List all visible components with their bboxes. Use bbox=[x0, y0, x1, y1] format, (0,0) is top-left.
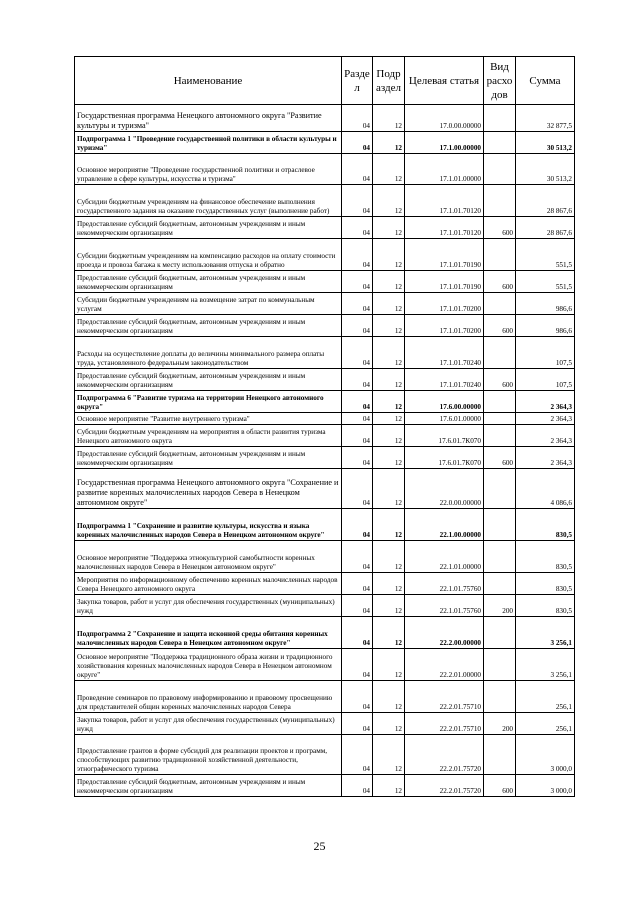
row-sum: 3 256,1 bbox=[516, 649, 575, 681]
row-podrazdel: 12 bbox=[373, 217, 405, 239]
row-podrazdel: 12 bbox=[373, 649, 405, 681]
table-body bbox=[75, 105, 575, 797]
row-name: Расходы на осуществление доплаты до величины минимального размера оплаты труда, установленного федеральным законодательством bbox=[75, 337, 342, 369]
row-sum: 3 000,0 bbox=[516, 775, 575, 797]
row-vid bbox=[484, 425, 516, 447]
row-sum: 986,6 bbox=[516, 293, 575, 315]
row-sum: 30 513,2 bbox=[516, 132, 575, 154]
table-row bbox=[75, 239, 575, 271]
row-name: Основное мероприятие "Поддержка этнокультурной самобытности коренных малочисленных народов Севера в Ненецком автономном округе" bbox=[75, 541, 342, 573]
row-sum: 551,5 bbox=[516, 239, 575, 271]
row-podrazdel: 12 bbox=[373, 105, 405, 132]
row-name: Субсидии бюджетным учреждениям на финансовое обеспечение выполнения государственного задания на оказание государственных услуг (выполнение работ) bbox=[75, 185, 342, 217]
row-vid bbox=[484, 105, 516, 132]
table-row bbox=[75, 735, 575, 775]
row-podrazdel: 12 bbox=[373, 573, 405, 595]
row-vid bbox=[484, 681, 516, 713]
row-name: Основное мероприятие "Проведение государственной политики и отраслевое управление в сфере культуры, искусства и туризма" bbox=[75, 154, 342, 185]
row-target: 17.6.00.00000 bbox=[405, 391, 484, 413]
table-row bbox=[75, 509, 575, 541]
row-sum: 2 364,3 bbox=[516, 425, 575, 447]
row-vid bbox=[484, 154, 516, 185]
row-podrazdel: 12 bbox=[373, 735, 405, 775]
row-razdel: 04 bbox=[342, 337, 373, 369]
page-number: 25 bbox=[313, 839, 326, 853]
table-row bbox=[75, 293, 575, 315]
row-podrazdel: 12 bbox=[373, 469, 405, 509]
row-vid: 600 bbox=[484, 775, 516, 797]
row-target: 17.1.01.70240 bbox=[405, 337, 484, 369]
row-sum: 2 364,3 bbox=[516, 413, 575, 425]
row-podrazdel: 12 bbox=[373, 132, 405, 154]
row-name: Подпрограмма 2 "Сохранение и защита исконной среды обитания коренных малочисленных народов Севера в Ненецком автономном округе" bbox=[75, 617, 342, 649]
row-name: Основное мероприятие "Поддержка традиционного образа жизни и традиционного хозяйствования коренных малочисленных народов Севера в Ненецком автономном округе" bbox=[75, 649, 342, 681]
row-target: 17.1.01.70120 bbox=[405, 217, 484, 239]
row-razdel: 04 bbox=[342, 775, 373, 797]
table-row bbox=[75, 573, 575, 595]
row-vid: 200 bbox=[484, 713, 516, 735]
table-row bbox=[75, 271, 575, 293]
table-row bbox=[75, 713, 575, 735]
row-podrazdel: 12 bbox=[373, 541, 405, 573]
row-target: 17.6.01.7К070 bbox=[405, 425, 484, 447]
row-target: 17.0.00.00000 bbox=[405, 105, 484, 132]
row-name: Предоставление грантов в форме субсидий для реализации проектов и программ, способствующих развитию традиционной хозяйственной деятельности, этнографического туризма bbox=[75, 735, 342, 775]
row-podrazdel: 12 bbox=[373, 425, 405, 447]
row-target: 22.2.01.00000 bbox=[405, 649, 484, 681]
table-row bbox=[75, 425, 575, 447]
row-target: 22.2.01.75720 bbox=[405, 775, 484, 797]
row-sum: 4 086,6 bbox=[516, 469, 575, 509]
row-razdel: 04 bbox=[342, 391, 373, 413]
row-vid bbox=[484, 617, 516, 649]
row-target: 22.2.01.75710 bbox=[405, 681, 484, 713]
header-target: Целевая статья bbox=[405, 57, 484, 105]
row-podrazdel: 12 bbox=[373, 413, 405, 425]
row-podrazdel: 12 bbox=[373, 315, 405, 337]
row-podrazdel: 12 bbox=[373, 617, 405, 649]
row-podrazdel: 12 bbox=[373, 391, 405, 413]
row-vid bbox=[484, 541, 516, 573]
row-vid bbox=[484, 649, 516, 681]
row-vid bbox=[484, 573, 516, 595]
row-podrazdel: 12 bbox=[373, 293, 405, 315]
row-sum: 30 513,2 bbox=[516, 154, 575, 185]
table-row bbox=[75, 185, 575, 217]
table-header-row bbox=[75, 57, 575, 105]
row-vid bbox=[484, 132, 516, 154]
table-row bbox=[75, 649, 575, 681]
row-target: 17.1.01.70190 bbox=[405, 271, 484, 293]
row-razdel: 04 bbox=[342, 239, 373, 271]
row-podrazdel: 12 bbox=[373, 185, 405, 217]
table-row bbox=[75, 617, 575, 649]
row-razdel: 04 bbox=[342, 541, 373, 573]
row-vid bbox=[484, 391, 516, 413]
row-podrazdel: 12 bbox=[373, 713, 405, 735]
row-razdel: 04 bbox=[342, 509, 373, 541]
row-target: 17.1.01.70200 bbox=[405, 315, 484, 337]
row-target: 17.6.01.00000 bbox=[405, 413, 484, 425]
budget-table bbox=[74, 56, 575, 797]
table-row bbox=[75, 469, 575, 509]
row-razdel: 04 bbox=[342, 132, 373, 154]
row-name: Мероприятия по информационному обеспечению коренных малочисленных народов Севера Ненецкого автономного округа bbox=[75, 573, 342, 595]
row-vid: 600 bbox=[484, 271, 516, 293]
row-razdel: 04 bbox=[342, 217, 373, 239]
table-row bbox=[75, 315, 575, 337]
row-razdel: 04 bbox=[342, 649, 373, 681]
row-target: 17.1.01.70190 bbox=[405, 239, 484, 271]
table-row bbox=[75, 775, 575, 797]
table-row bbox=[75, 391, 575, 413]
table-row bbox=[75, 447, 575, 469]
row-vid: 200 bbox=[484, 595, 516, 617]
row-vid: 600 bbox=[484, 217, 516, 239]
row-sum: 3 000,0 bbox=[516, 735, 575, 775]
row-razdel: 04 bbox=[342, 105, 373, 132]
row-name: Предоставление субсидий бюджетным, автономным учреждениям и иным некоммерческим организациям bbox=[75, 775, 342, 797]
row-target: 17.1.01.70240 bbox=[405, 369, 484, 391]
row-name: Государственная программа Ненецкого автономного округа "Сохранение и развитие коренных малочисленных народов Севера в Ненецком автономном округе" bbox=[75, 469, 342, 509]
row-podrazdel: 12 bbox=[373, 239, 405, 271]
row-sum: 28 867,6 bbox=[516, 217, 575, 239]
row-target: 22.2.01.75710 bbox=[405, 713, 484, 735]
row-podrazdel: 12 bbox=[373, 681, 405, 713]
table-row bbox=[75, 154, 575, 185]
row-name: Предоставление субсидий бюджетным, автономным учреждениям и иным некоммерческим организациям bbox=[75, 217, 342, 239]
table-row bbox=[75, 369, 575, 391]
row-sum: 256,1 bbox=[516, 681, 575, 713]
table-row bbox=[75, 105, 575, 132]
row-sum: 830,5 bbox=[516, 509, 575, 541]
row-razdel: 04 bbox=[342, 369, 373, 391]
row-name: Субсидии бюджетным учреждениям на мероприятия в области развития туризма Ненецкого автономного округа bbox=[75, 425, 342, 447]
row-sum: 2 364,3 bbox=[516, 391, 575, 413]
row-razdel: 04 bbox=[342, 293, 373, 315]
row-target: 22.2.01.75720 bbox=[405, 735, 484, 775]
row-podrazdel: 12 bbox=[373, 337, 405, 369]
header-vid: Вид расхо дов bbox=[484, 57, 516, 105]
header-podrazdel: Подр аздел bbox=[373, 57, 405, 105]
row-name: Закупка товаров, работ и услуг для обеспечения государственных (муниципальных) нужд bbox=[75, 595, 342, 617]
row-razdel: 04 bbox=[342, 713, 373, 735]
row-name: Подпрограмма 1 "Сохранение и развитие культуры, искусства и языка коренных малочисленных народов Севера в Ненецком автономном округе" bbox=[75, 509, 342, 541]
row-podrazdel: 12 bbox=[373, 369, 405, 391]
row-razdel: 04 bbox=[342, 469, 373, 509]
row-razdel: 04 bbox=[342, 413, 373, 425]
header-sum: Сумма bbox=[516, 57, 575, 105]
row-sum: 830,5 bbox=[516, 573, 575, 595]
row-name: Государственная программа Ненецкого автономного округа "Развитие культуры и туризма" bbox=[75, 105, 342, 132]
row-razdel: 04 bbox=[342, 595, 373, 617]
row-sum: 256,1 bbox=[516, 713, 575, 735]
row-target: 22.1.01.00000 bbox=[405, 541, 484, 573]
row-target: 17.1.01.00000 bbox=[405, 154, 484, 185]
row-vid: 600 bbox=[484, 369, 516, 391]
row-sum: 28 867,6 bbox=[516, 185, 575, 217]
row-vid: 600 bbox=[484, 315, 516, 337]
row-target: 22.2.00.00000 bbox=[405, 617, 484, 649]
row-sum: 3 256,1 bbox=[516, 617, 575, 649]
row-podrazdel: 12 bbox=[373, 775, 405, 797]
row-sum: 107,5 bbox=[516, 337, 575, 369]
row-podrazdel: 12 bbox=[373, 595, 405, 617]
row-podrazdel: 12 bbox=[373, 509, 405, 541]
row-razdel: 04 bbox=[342, 735, 373, 775]
row-name: Подпрограмма 1 "Проведение государственной политики в области культуры и туризма" bbox=[75, 132, 342, 154]
row-vid bbox=[484, 413, 516, 425]
row-name: Основное мероприятие "Развитие внутреннего туризма" bbox=[75, 413, 342, 425]
row-name: Субсидии бюджетным учреждениям на возмещение затрат по коммунальным услугам bbox=[75, 293, 342, 315]
row-target: 17.1.01.70120 bbox=[405, 185, 484, 217]
row-razdel: 04 bbox=[342, 271, 373, 293]
row-podrazdel: 12 bbox=[373, 447, 405, 469]
row-target: 22.1.01.75760 bbox=[405, 595, 484, 617]
row-target: 17.1.01.70200 bbox=[405, 293, 484, 315]
row-name: Проведение семинаров по правовому информированию и правовому просвещению для представителей общин коренных малочисленных народов Севера bbox=[75, 681, 342, 713]
row-vid bbox=[484, 337, 516, 369]
row-target: 22.1.00.00000 bbox=[405, 509, 484, 541]
header-name: Наименование bbox=[75, 57, 342, 105]
row-name: Закупка товаров, работ и услуг для обеспечения государственных (муниципальных) нужд bbox=[75, 713, 342, 735]
table-row bbox=[75, 337, 575, 369]
row-razdel: 04 bbox=[342, 425, 373, 447]
row-sum: 830,5 bbox=[516, 541, 575, 573]
row-sum: 986,6 bbox=[516, 315, 575, 337]
table-row bbox=[75, 217, 575, 239]
row-name: Предоставление субсидий бюджетным, автономным учреждениям и иным некоммерческим организациям bbox=[75, 447, 342, 469]
row-name: Подпрограмма 6 "Развитие туризма на территории Ненецкого автономного округа" bbox=[75, 391, 342, 413]
table-row bbox=[75, 132, 575, 154]
row-sum: 32 877,5 bbox=[516, 105, 575, 132]
table-row bbox=[75, 681, 575, 713]
row-name: Предоставление субсидий бюджетным, автономным учреждениям и иным некоммерческим организациям bbox=[75, 369, 342, 391]
row-vid: 600 bbox=[484, 447, 516, 469]
row-vid bbox=[484, 469, 516, 509]
row-target: 22.0.00.00000 bbox=[405, 469, 484, 509]
row-sum: 830,5 bbox=[516, 595, 575, 617]
row-sum: 2 364,3 bbox=[516, 447, 575, 469]
row-razdel: 04 bbox=[342, 573, 373, 595]
row-vid bbox=[484, 293, 516, 315]
row-target: 17.1.00.00000 bbox=[405, 132, 484, 154]
row-razdel: 04 bbox=[342, 447, 373, 469]
table-row bbox=[75, 413, 575, 425]
row-target: 17.6.01.7К070 bbox=[405, 447, 484, 469]
row-name: Предоставление субсидий бюджетным, автономным учреждениям и иным некоммерческим организациям bbox=[75, 315, 342, 337]
row-target: 22.1.01.75760 bbox=[405, 573, 484, 595]
table-row bbox=[75, 541, 575, 573]
row-podrazdel: 12 bbox=[373, 271, 405, 293]
row-name: Субсидии бюджетным учреждениям на компенсацию расходов на оплату стоимости проезда и провоза багажа к месту использования отпуска и обратно bbox=[75, 239, 342, 271]
header-razdel: Разде л bbox=[342, 57, 373, 105]
row-podrazdel: 12 bbox=[373, 154, 405, 185]
row-sum: 107,5 bbox=[516, 369, 575, 391]
row-name: Предоставление субсидий бюджетным, автономным учреждениям и иным некоммерческим организациям bbox=[75, 271, 342, 293]
row-razdel: 04 bbox=[342, 681, 373, 713]
row-razdel: 04 bbox=[342, 315, 373, 337]
row-razdel: 04 bbox=[342, 185, 373, 217]
table-row bbox=[75, 595, 575, 617]
row-vid bbox=[484, 735, 516, 775]
row-vid bbox=[484, 185, 516, 217]
row-vid bbox=[484, 239, 516, 271]
row-razdel: 04 bbox=[342, 154, 373, 185]
row-vid bbox=[484, 509, 516, 541]
row-razdel: 04 bbox=[342, 617, 373, 649]
row-sum: 551,5 bbox=[516, 271, 575, 293]
